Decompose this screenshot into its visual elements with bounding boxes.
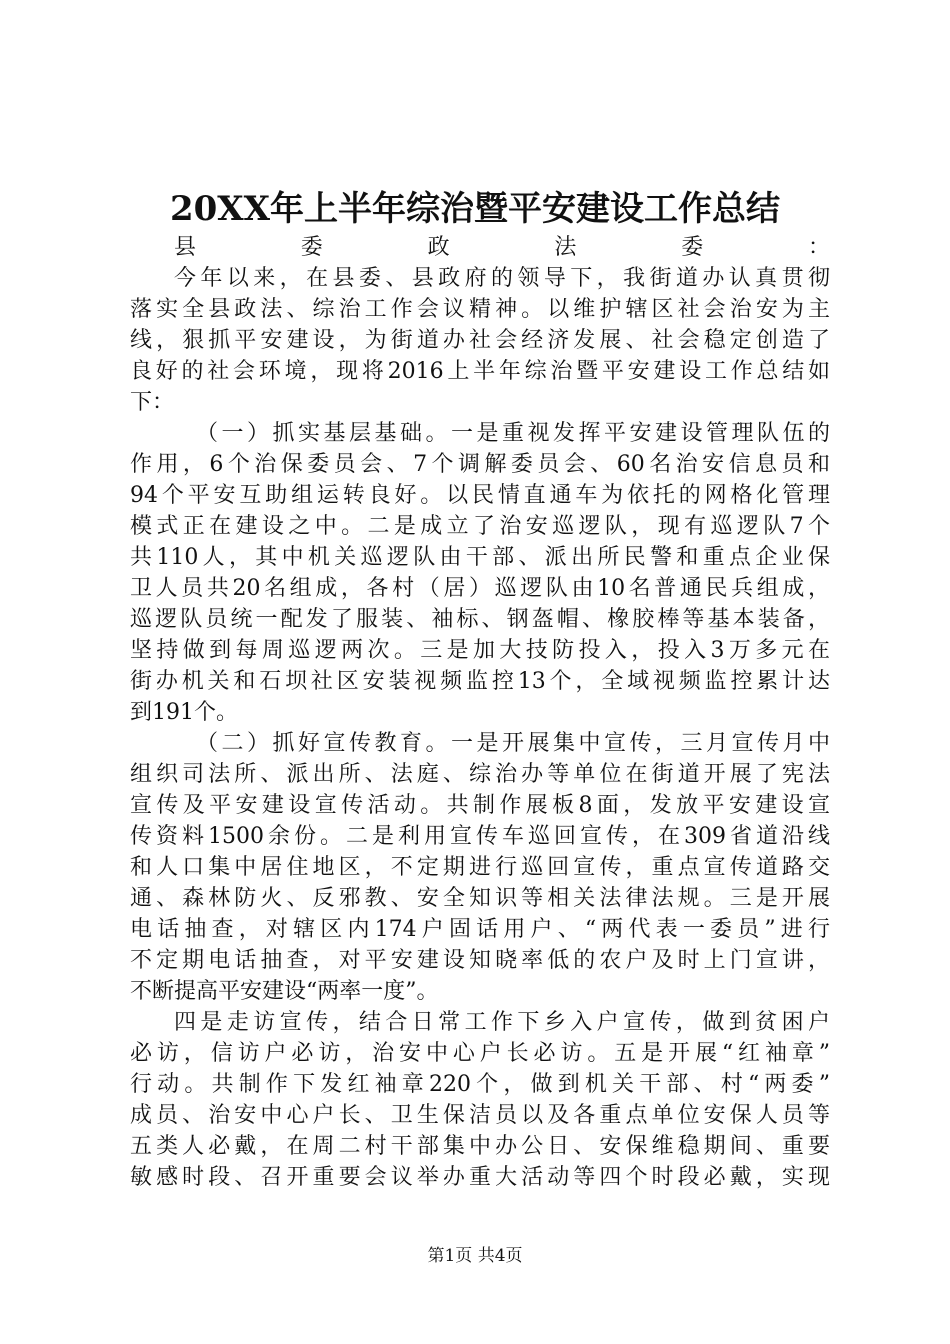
text-line: 宣传及平安建设宣传活动。共制作展板8面，发放平安建设宣 [130,793,830,818]
text-line: 线，狠抓平安建设，为街道办社会经济发展、社会稳定创造了 [130,328,830,353]
text-line: 电话抽查，对辖区内174户固话用户、“两代表一委员”进行 [130,917,830,942]
text-line: 共110人，其中机关巡逻队由干部、派出所民警和重点企业保 [130,545,830,570]
section-heading-line: （二）抓好宣传教育。一是开展集中宣传，三月宣传月中 [196,731,830,756]
text-line: 作用，6个治保委员会、7个调解委员会、60名治安信息员和 [130,452,830,477]
text-line: 组织司法所、派出所、法庭、综治办等单位在街道开展了宪法 [130,762,830,787]
text-line: 到191个。 [130,700,238,725]
text-line: 成员、治安中心户长、卫生保洁员以及各重点单位安保人员等 [130,1103,830,1128]
text-line: 行动。共制作下发红袖章220个，做到机关干部、村“两委” [130,1072,830,1097]
text-line: 必访，信访户必访，治安中心户长必访。五是开展“红袖章” [130,1041,830,1066]
text-line: 落实全县政法、综治工作会议精神。以维护辖区社会治安为主 [130,297,830,322]
text-line: 模式正在建设之中。二是成立了治安巡逻队，现有巡逻队7个 [130,514,830,539]
text-line: 今年以来，在县委、县政府的领导下，我街道办认真贯彻 [174,266,830,291]
section-heading-line: （一）抓实基层基础。一是重视发挥平安建设管理队伍的 [196,421,830,446]
text-line: 94个平安互助组运转良好。以民情直通车为依托的网格化管理 [130,483,830,508]
text-line: 通、森林防火、反邪教、安全知识等相关法律法规。三是开展 [130,886,830,911]
text-line: 下： [130,390,175,415]
text-line: 街办机关和石坝社区安装视频监控13个，全域视频监控累计达 [130,669,830,694]
text-line: 五类人必戴，在周二村干部集中办公日、安保维稳期间、重要 [130,1134,830,1159]
document-title: 20XX年上半年综治暨平安建设工作总结 [169,189,781,229]
salutation-line: 县委政法委： [174,235,830,260]
text-line: 和人口集中居住地区，不定期进行巡回宣传，重点宣传道路交 [130,855,830,880]
text-line: 四是走访宣传，结合日常工作下乡入户宣传，做到贫困户 [174,1010,830,1035]
text-line: 巡逻队员统一配发了服装、袖标、钢盔帽、橡胶棒等基本装备， [130,607,830,632]
page-number-footer: 第1页 共4页 [427,1246,523,1266]
text-line: 卫人员共20名组成，各村（居）巡逻队由10名普通民兵组成， [130,576,830,601]
text-line: 良好的社会环境，现将2016上半年综治暨平安建设工作总结如 [130,359,830,384]
text-line: 敏感时段、召开重要会议举办重大活动等四个时段必戴，实现 [130,1165,830,1190]
text-line: 传资料1500余份。二是利用宣传车巡回宣传，在309省道沿线 [130,824,830,849]
text-line: 坚持做到每周巡逻两次。三是加大技防投入，投入3万多元在 [130,638,830,663]
document-body [130,232,830,1193]
text-line: 不断提高平安建设“两率一度”。 [130,979,439,1004]
text-line: 不定期电话抽查，对平安建设知晓率低的农户及时上门宣讲， [130,948,830,973]
